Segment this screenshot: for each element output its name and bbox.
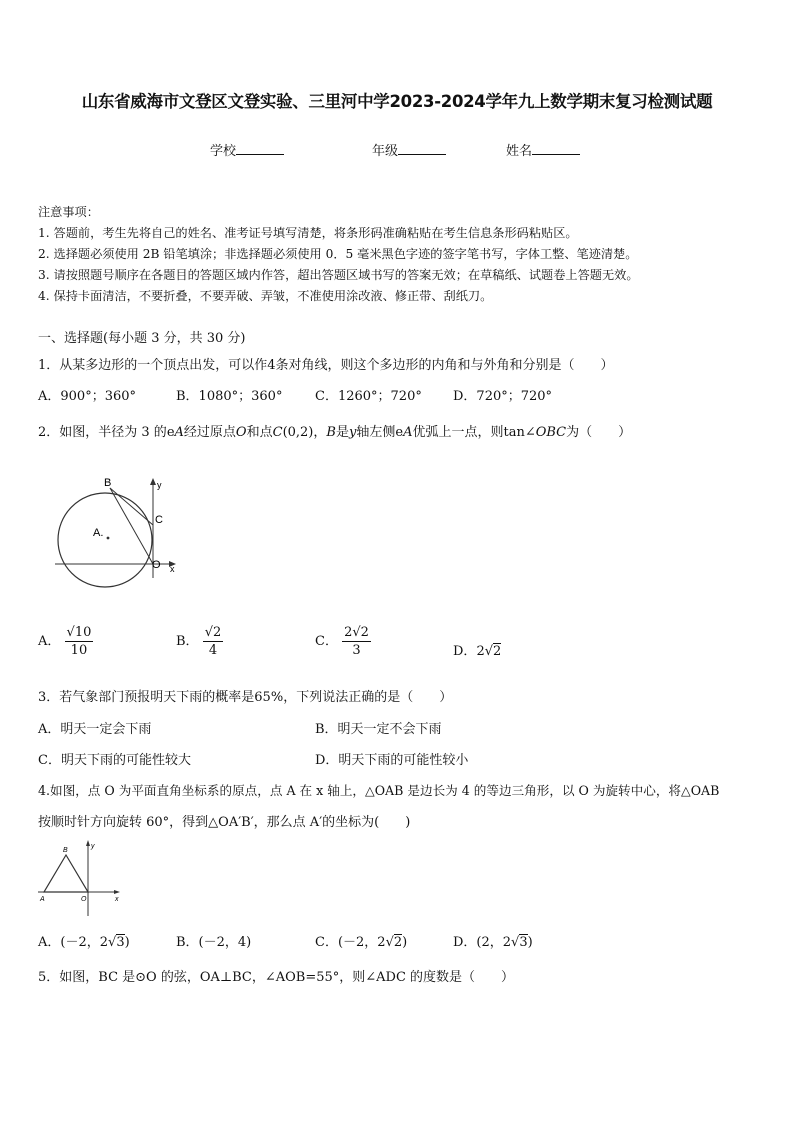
school-blank	[236, 142, 284, 155]
q2-text-3: 和点	[246, 425, 273, 440]
section-heading-choice: 一、选择题(每小题 3 分，共 30 分)	[38, 331, 246, 346]
q3-text-1: 3．若气象部门预报明天下雨的概率是	[38, 690, 255, 705]
q2-option-a-label: A．	[38, 634, 61, 650]
q3-option-d[interactable]: D．明天下雨的可能性较小	[315, 753, 469, 768]
q2-c-numerator: 2	[360, 625, 369, 640]
q1-option-a[interactable]: A．900°；360°	[38, 389, 137, 404]
question-1: 1．从某多边形的一个顶点出发，可以作4条对角线，则这个多边形的内角和与外角和分别是（ ）	[38, 358, 614, 373]
fig2-label-a: A.	[93, 527, 104, 539]
q2-option-c[interactable]	[315, 626, 371, 657]
q2-tan: tan∠	[503, 425, 536, 440]
q4-d-prefix: D．(2，2	[453, 935, 512, 950]
circle-a	[58, 493, 152, 587]
question-4-line-2: 按顺时针方向旋转 60°，得到△OA′B′，那么点 A′的坐标为( )	[38, 815, 411, 830]
grade-blank	[398, 142, 446, 155]
center-dot	[107, 537, 110, 540]
fig4-label-o: O	[81, 896, 87, 903]
fig4-label-y: y	[91, 843, 95, 850]
note-item-4: 4. 保持卡面清洁，不要折叠，不要弄破、弄皱，不准使用涂改液、修正带、刮纸刀。	[38, 289, 493, 303]
fig2-label-y: y	[157, 480, 162, 490]
q2-point-b: B	[326, 425, 336, 440]
q3-option-a[interactable]: A．明天一定会下雨	[38, 722, 152, 737]
q2-option-a-fraction: $\frac{√10}{10}$	[66, 625, 92, 658]
q2-axis-y: y	[348, 425, 357, 440]
name-blank	[532, 142, 580, 155]
name-label: 姓名	[506, 144, 533, 159]
q4-option-c[interactable]: C．(－2，2√2)	[315, 935, 408, 950]
grade-label: 年级	[372, 144, 399, 159]
question-5: 5．如图，BC 是⊙O 的弦，OA⊥BC，∠AOB=55°，则∠ADC 的度数是（ ）	[38, 970, 515, 985]
q4-a-radicand: 3	[116, 935, 125, 950]
q2-text-8: 为（ ）	[566, 425, 632, 440]
q2-text-6: 轴左侧	[356, 425, 396, 440]
q2-option-a[interactable]	[38, 626, 93, 657]
q3-option-b[interactable]: B．明天一定不会下雨	[315, 722, 442, 737]
q2-text-7: 优弧上一点，则	[412, 425, 504, 440]
q2-d-coefficient: 2	[476, 644, 485, 659]
q4-a-prefix: A．(－2，2	[38, 935, 109, 950]
q4-x-arrow-icon	[114, 890, 120, 894]
q2-text-4: ，	[313, 425, 327, 440]
q2-point-o: O	[235, 425, 247, 440]
q4-c-radicand: 2	[393, 935, 403, 950]
q2-option-c-label: C．	[315, 634, 338, 650]
q4-c-suffix: )	[402, 935, 408, 950]
q2-option-b-fraction: $\frac{√2}{4}$	[204, 625, 222, 658]
fig2-label-x: x	[170, 564, 175, 574]
q4-d-suffix: )	[527, 935, 533, 950]
name-field[interactable]	[506, 140, 580, 159]
question-2	[38, 421, 631, 440]
q2-coordinate: (0,2)	[282, 425, 314, 440]
q4-option-b[interactable]: B．(－2，4)	[176, 935, 252, 950]
fig2-label-b: B	[104, 477, 112, 489]
q2-option-d[interactable]: D．2√2	[453, 644, 502, 659]
school-field[interactable]	[210, 140, 284, 159]
note-item-1: 1. 答题前，考生先将自己的姓名、准考证号填写清楚，将条形码准确粘贴在考生信息条形码粘贴区。	[38, 226, 578, 240]
q2-option-b[interactable]	[176, 626, 223, 657]
q2-option-d-label: D．	[453, 644, 477, 659]
q1-option-c[interactable]: C．1260°；720°	[315, 389, 422, 404]
fig4-label-b: B	[63, 847, 68, 854]
fig2-label-o: O	[152, 559, 161, 571]
notes-heading: 注意事项：	[38, 205, 99, 219]
q2-b-denominator: 4	[208, 642, 218, 658]
q4-y-arrow-icon	[86, 840, 90, 846]
q2-option-b-label: B．	[176, 634, 199, 650]
q2-d-radicand: 2	[493, 644, 502, 659]
q3-option-c[interactable]: C．明天下雨的可能性较大	[38, 753, 191, 768]
q2-figure	[50, 470, 190, 610]
q4-option-a[interactable]: A．(－2，2√3)	[38, 935, 130, 950]
question-3	[38, 686, 452, 705]
q2-c-denominator: 3	[352, 642, 361, 658]
question-4-line-1: 4.如图，点 O 为平面直角坐标系的原点，点 A 在 x 轴上，△OAB 是边长为 4 的等边三角形，以 O 为旋转中心，将△OAB	[38, 783, 720, 798]
q2-a-numerator: 10	[74, 625, 92, 640]
segment-bo	[110, 488, 153, 564]
q1-option-b[interactable]: B．1080°；360°	[176, 389, 283, 404]
q4-c-prefix: C．(－2，2	[315, 935, 386, 950]
q2-point-a: A	[174, 425, 184, 440]
q2-b-numerator: 2	[213, 625, 222, 640]
fig4-label-x: x	[115, 896, 119, 903]
triangle-oab	[44, 855, 88, 892]
q2-point-a-2: A	[403, 425, 413, 440]
q2-angle-obc: OBC	[535, 425, 567, 440]
q2-a-denominator: 10	[70, 642, 88, 658]
fig4-label-a: A	[40, 896, 45, 903]
y-axis-arrow-icon	[150, 478, 156, 485]
grade-field[interactable]	[372, 140, 446, 159]
q2-option-c-fraction: $\frac{2√2}{3}$	[344, 625, 369, 658]
q2-text-2: 经过原点	[183, 425, 236, 440]
q3-text-2: ，下列说法正确的是（ ）	[283, 690, 453, 705]
segment-bc	[110, 488, 153, 525]
q2-text-1: 2．如图，半径为 3 的	[38, 425, 167, 440]
q2-text-5: 是	[335, 425, 349, 440]
q4-figure	[36, 838, 126, 920]
note-item-3: 3. 请按照题号顺序在各题目的答题区域内作答，超出答题区域书写的答案无效；在草稿纸、试题卷上答题无效。	[38, 268, 639, 282]
q4-a-suffix: )	[124, 935, 130, 950]
q2-circle-symbol: e	[166, 425, 175, 440]
note-item-2: 2. 选择题必须使用 2B 铅笔填涂；非选择题必须使用 0．5 毫米黑色字迹的签字笔书写，字体工整、笔迹清楚。	[38, 247, 638, 261]
fig2-label-c: C	[155, 514, 163, 526]
q2-c-coefficient: 2	[344, 625, 353, 640]
q2-point-c: C	[272, 425, 283, 440]
q2-circle-symbol-2: e	[395, 425, 404, 440]
q3-percentage: 65%	[254, 690, 284, 705]
q4-d-radicand: 3	[519, 935, 528, 950]
q4-option-d[interactable]: D．(2，2√3)	[453, 935, 533, 950]
q1-option-d[interactable]: D．720°；720°	[453, 389, 553, 404]
page-title: 山东省威海市文登区文登实验、三里河中学2023-2024学年九上数学期末复习检测试题	[81, 92, 713, 111]
school-label: 学校	[210, 144, 237, 159]
